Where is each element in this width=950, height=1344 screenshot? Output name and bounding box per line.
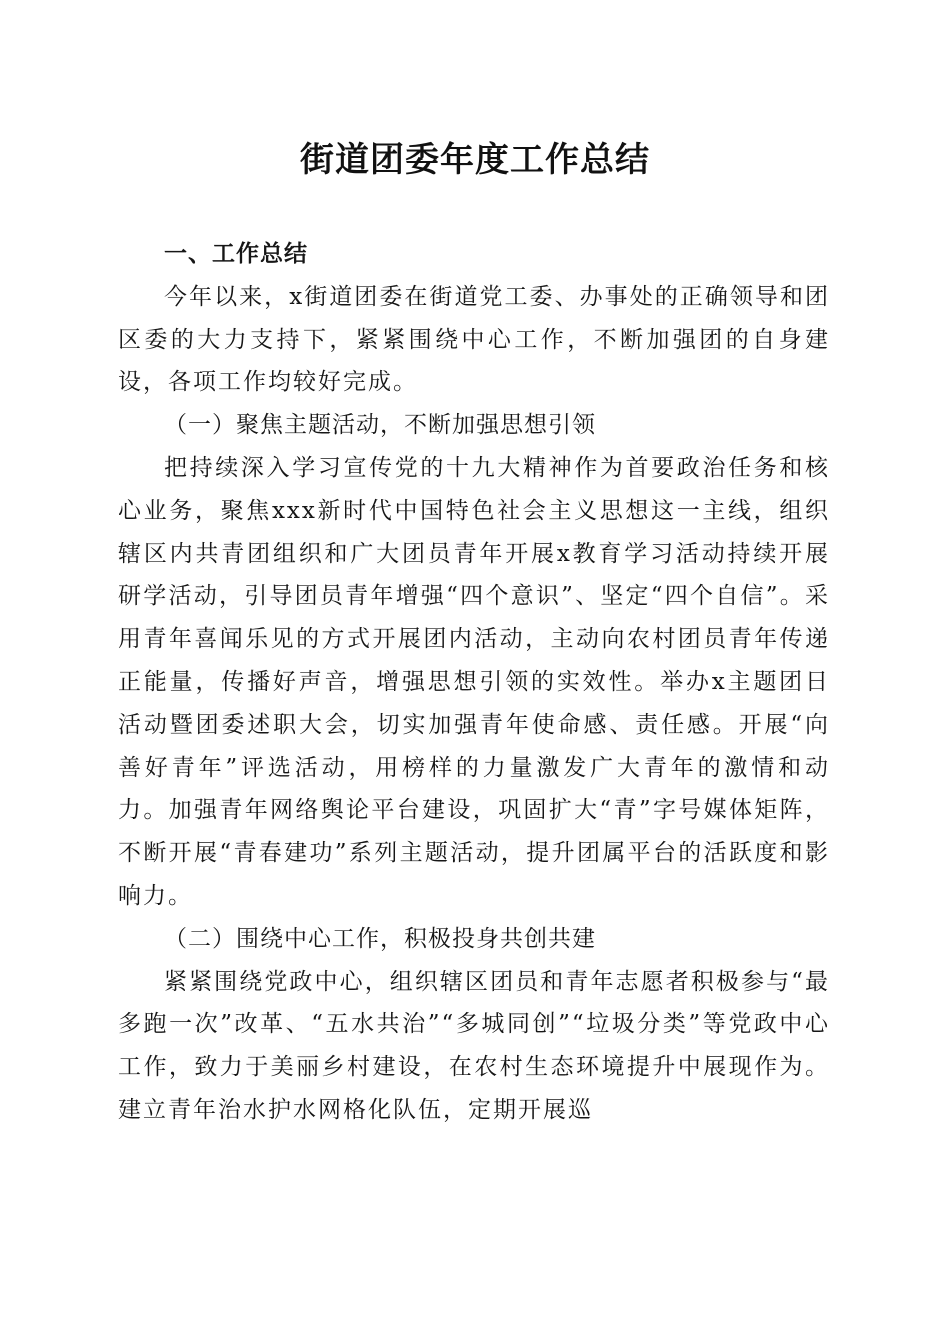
- section-heading: 一、工作总结: [164, 241, 308, 267]
- subsection-heading: （一）聚焦主题活动，不断加强思想引领: [164, 412, 596, 439]
- document-title: 街道团委年度工作总结: [300, 140, 650, 180]
- body-paragraph: 把持续深入学习宣传党的十九大精神作为首要政治任务和核心业务，聚焦xxx新时代中国特色社会主义思想这一主线，组织辖区内共青团组织和广大团员青年开展x教育学习活动持续开展研学活动，引导团员青年增强“四个意识”、坚定“四个自信”。采用青年喜闻乐见的方式开展团内活动，主动向农村团员青年传递正能量，传播好声音，增强思想引领的实效性。举办x主题团日活动暨团委述职大会，切实加强青年使命感、责任感。开展“向善好青年”评选活动，用榜样的力量激发广大青年的激情和动力。加强青年网络舆论平台建设，巩固扩大“青”字号媒体矩阵，不断开展“青春建功”系列主题活动，提升团属平台的活跃度和影响力。: [118, 454, 830, 909]
- body-paragraph: 紧紧围绕党政中心，组织辖区团员和青年志愿者积极参与“最多跑一次”改革、“五水共治”“多城同创”“垃圾分类”等党政中心工作，致力于美丽乡村建设，在农村生态环境提升中展现作为。建立青年治水护水网格化队伍，定期开展巡: [118, 968, 830, 1123]
- intro-paragraph: 今年以来，x街道团委在街道党工委、办事处的正确领导和团区委的大力支持下，紧紧围绕中心工作，不断加强团的自身建设，各项工作均较好完成。: [118, 283, 830, 396]
- document-body: [118, 233, 830, 1132]
- subsection-heading: （二）围绕中心工作，积极投身共创共建: [164, 925, 596, 952]
